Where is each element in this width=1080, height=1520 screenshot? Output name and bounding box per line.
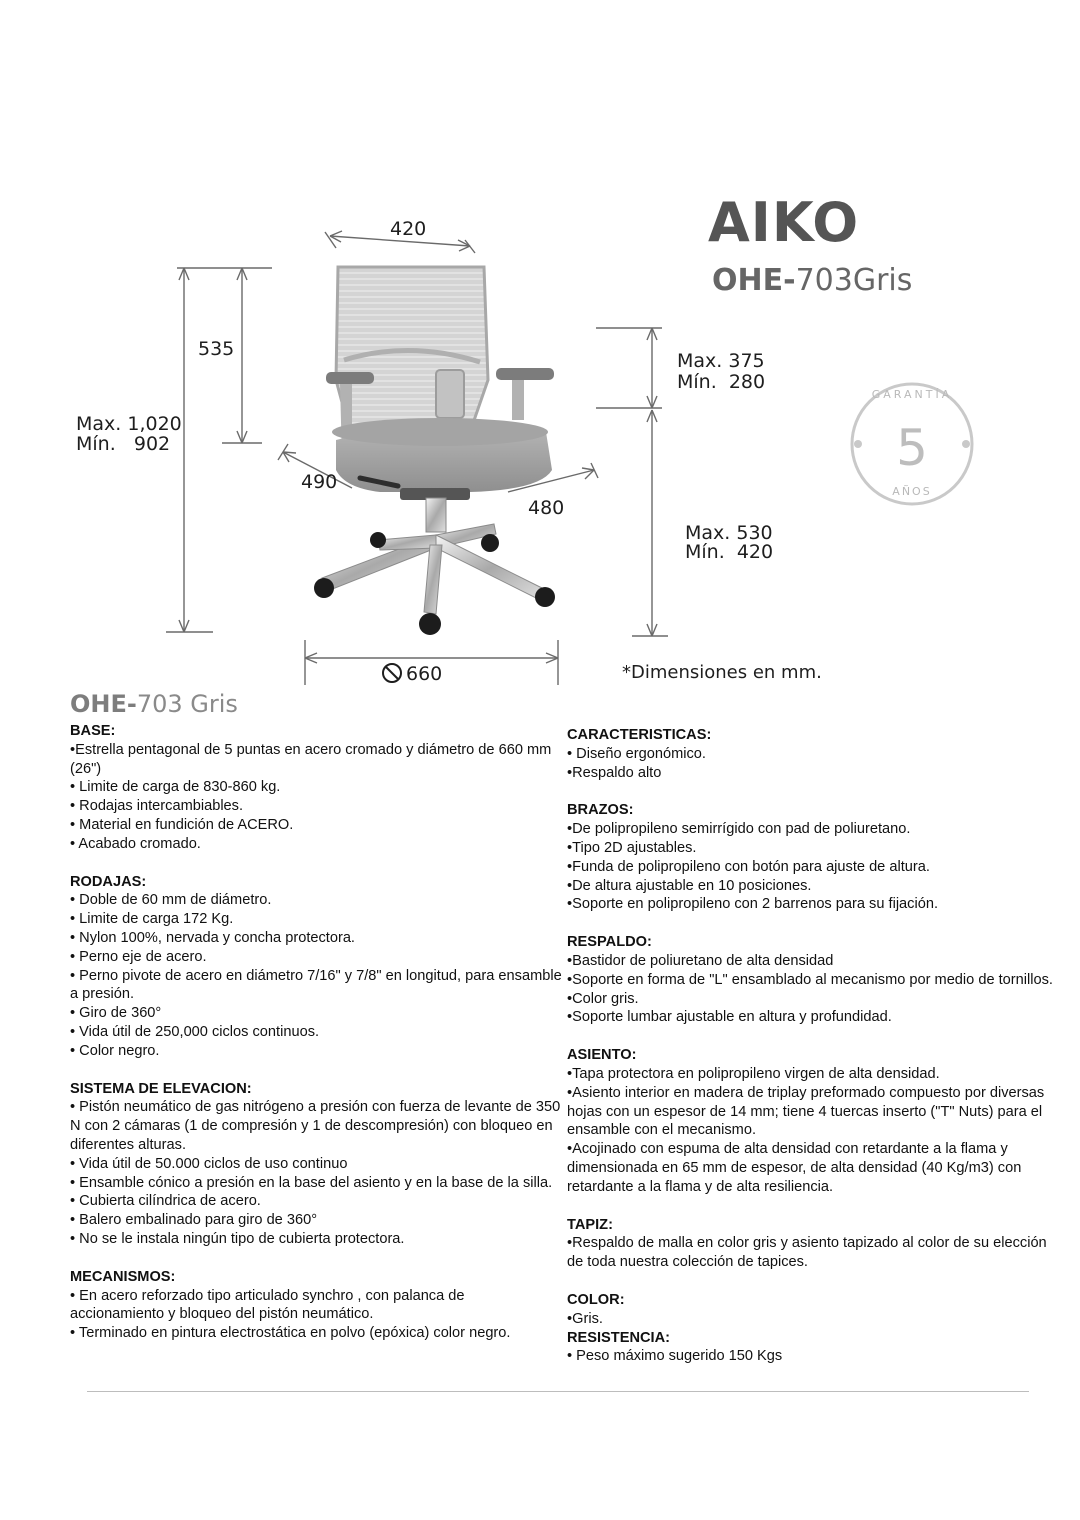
spec-item: • Vida útil de 50.000 ciclos de uso continuo bbox=[70, 1155, 348, 1172]
product-code-suffix: 703Gris bbox=[795, 263, 913, 298]
spec-item: • Limite de carga 172 Kg. bbox=[70, 911, 234, 928]
spec-item: • Material en fundición de ACERO. bbox=[70, 816, 294, 833]
warranty-label: GARANTÍA bbox=[871, 388, 953, 401]
warranty-seal bbox=[852, 384, 972, 504]
spec-item: • Vida útil de 250,000 ciclos continuos. bbox=[70, 1023, 320, 1040]
spec-item: •Tipo 2D ajustables. bbox=[567, 839, 697, 856]
spec-item: • Peso máximo sugerido 150 Kgs bbox=[567, 1348, 783, 1365]
spec-item: • Cubierta cilíndrica de acero. bbox=[70, 1193, 261, 1210]
spec-section-title: CARACTERISTICAS: bbox=[567, 727, 712, 743]
spec-section-title: SISTEMA DE ELEVACION: bbox=[70, 1080, 252, 1097]
dim-seat-height-min: Mín. 420 bbox=[685, 541, 774, 563]
spec-item: •Soporte en forma de "L" ensamblado al mecanismo por medio de tornillos. bbox=[567, 971, 1053, 988]
dim-back-height: 535 bbox=[198, 338, 235, 360]
spec-section-rodajas bbox=[70, 873, 562, 1061]
spec-section-respaldo bbox=[567, 933, 1057, 1027]
spec-section-color bbox=[567, 1291, 1057, 1329]
spec-item: •De altura ajustable en 10 posiciones. bbox=[567, 877, 812, 894]
footer-divider bbox=[87, 1391, 1029, 1392]
spec-item: • En acero reforzado tipo articulado synchro , con palanca de accionamiento y bloqueo del pistón neumático. bbox=[70, 1287, 465, 1323]
spec-section-mecanismos bbox=[70, 1268, 562, 1343]
spec-item: •Tapa protectora en polipropileno virgen de alta densidad. bbox=[567, 1065, 940, 1082]
spec-section-title: MECANISMOS: bbox=[70, 1268, 176, 1285]
spec-section-title: BASE: bbox=[70, 723, 116, 739]
spec-section-title: TAPIZ: bbox=[567, 1216, 613, 1233]
dim-total-height-max: Max. 1,020 bbox=[76, 413, 182, 435]
dim-base-diameter: 660 bbox=[406, 663, 443, 685]
spec-section-asiento bbox=[567, 1046, 1057, 1196]
spec-item: •Bastidor de poliuretano de alta densidad bbox=[567, 952, 834, 969]
spec-item: •Soporte en polipropileno con 2 barrenos para su fijación. bbox=[567, 896, 939, 913]
spec-section-title: RESPALDO: bbox=[567, 934, 652, 951]
warranty-unit: AÑOS bbox=[892, 485, 932, 498]
dim-width: 420 bbox=[390, 218, 427, 240]
spec-item: •Gris. bbox=[567, 1310, 603, 1327]
spec-item: •Respaldo alto bbox=[567, 764, 662, 781]
model-heading-prefix: OHE- bbox=[70, 690, 137, 718]
spec-item: • Balero embalinado para giro de 360° bbox=[70, 1212, 318, 1229]
spec-item: • Nylon 100%, nervada y concha protectora. bbox=[70, 929, 355, 946]
product-name: AIKO bbox=[708, 191, 860, 254]
spec-section-title: RODAJAS: bbox=[70, 873, 147, 890]
spec-item: •Asiento interior en madera de triplay preformado compuesto por diversas hojas con un espesor de 14 mm; tiene 4 tuercas inserto ("T" Nuts) para el ensamble con el mecanismo. bbox=[567, 1084, 1045, 1139]
spec-item: • Diseño ergonómico. bbox=[567, 745, 706, 762]
model-heading-rest: 703 Gris bbox=[136, 690, 238, 718]
product-code-prefix: OHE- bbox=[712, 263, 796, 298]
spec-item: • Ensamble cónico a presión en la base del asiento y en la base de la silla. bbox=[70, 1174, 553, 1191]
spec-item: • Perno pivote de acero en diámetro 7/16" y 7/8" en longitud, para ensamble a presión. bbox=[70, 967, 562, 1003]
spec-section-title: ASIENTO: bbox=[567, 1047, 637, 1064]
spec-section-resistencia bbox=[567, 1329, 1057, 1367]
spec-column-right bbox=[567, 726, 1057, 1385]
spec-section-tapiz bbox=[567, 1216, 1057, 1272]
dim-seat-height-max: Max. 530 bbox=[685, 522, 773, 544]
spec-section-sistema-de-elevacion bbox=[70, 1080, 562, 1249]
spec-item: •Funda de polipropileno con botón para ajuste de altura. bbox=[567, 858, 930, 875]
chair-dimension-drawing bbox=[0, 0, 1080, 700]
spec-section-brazos bbox=[567, 801, 1057, 914]
warranty-years: 5 bbox=[896, 419, 928, 477]
spec-section-title: COLOR: bbox=[567, 1291, 625, 1308]
model-heading bbox=[70, 690, 238, 718]
spec-item: •Color gris. bbox=[567, 990, 639, 1007]
dim-armrest-min: Mín. 280 bbox=[677, 371, 766, 393]
spec-section-title: BRAZOS: bbox=[567, 802, 634, 819]
spec-item: •De polipropileno semirrígido con pad de poliuretano. bbox=[567, 821, 911, 838]
spec-item: • Acabado cromado. bbox=[70, 835, 201, 852]
spec-section-base bbox=[70, 722, 562, 854]
diameter-icon bbox=[383, 664, 401, 682]
spec-item: •Soporte lumbar ajustable en altura y profundidad. bbox=[567, 1009, 892, 1026]
dim-total-height-min: Mín. 902 bbox=[76, 433, 171, 455]
spec-item: •Estrella pentagonal de 5 puntas en acero cromado y diámetro de 660 mm (26") bbox=[70, 741, 552, 777]
spec-item: • Doble de 60 mm de diámetro. bbox=[70, 892, 272, 909]
dim-seat-width: 490 bbox=[301, 471, 338, 493]
spec-column-left bbox=[70, 722, 562, 1362]
spec-item: • Perno eje de acero. bbox=[70, 948, 207, 965]
spec-item: • Limite de carga de 830-860 kg. bbox=[70, 779, 281, 796]
spec-item: • No se le instala ningún tipo de cubierta protectora. bbox=[70, 1230, 405, 1247]
dim-armrest-max: Max. 375 bbox=[677, 350, 765, 372]
chair-illustration bbox=[314, 267, 555, 635]
spec-item: •Respaldo de malla en color gris y asiento tapizado al color de su elección de toda nuestra colección de tapices. bbox=[567, 1235, 1047, 1271]
spec-item: •Acojinado con espuma de alta densidad con retardante a la flama y dimensionada en 65 mm de espesor, de alta densidad (40 Kg/m3) con retardante a la flama y de alta resiliencia. bbox=[567, 1141, 1022, 1195]
spec-item: • Giro de 360° bbox=[70, 1005, 162, 1022]
spec-section-caracteristicas bbox=[567, 726, 1057, 782]
spec-item: • Terminado en pintura electrostática en polvo (epóxica) color negro. bbox=[70, 1325, 511, 1342]
dimensions-note: *Dimensiones en mm. bbox=[622, 662, 822, 683]
spec-section-title: RESISTENCIA: bbox=[567, 1329, 670, 1346]
product-code bbox=[712, 263, 913, 298]
spec-item: • Pistón neumático de gas nitrógeno a presión con fuerza de levante de 350 N con 2 cámaras (1 de compresión y 1 de descompresión) con bloqueo en diferentes alturas. bbox=[70, 1099, 561, 1153]
dim-seat-depth: 480 bbox=[528, 497, 565, 519]
spec-item: • Color negro. bbox=[70, 1042, 160, 1059]
spec-item: • Rodajas intercambiables. bbox=[70, 798, 244, 815]
